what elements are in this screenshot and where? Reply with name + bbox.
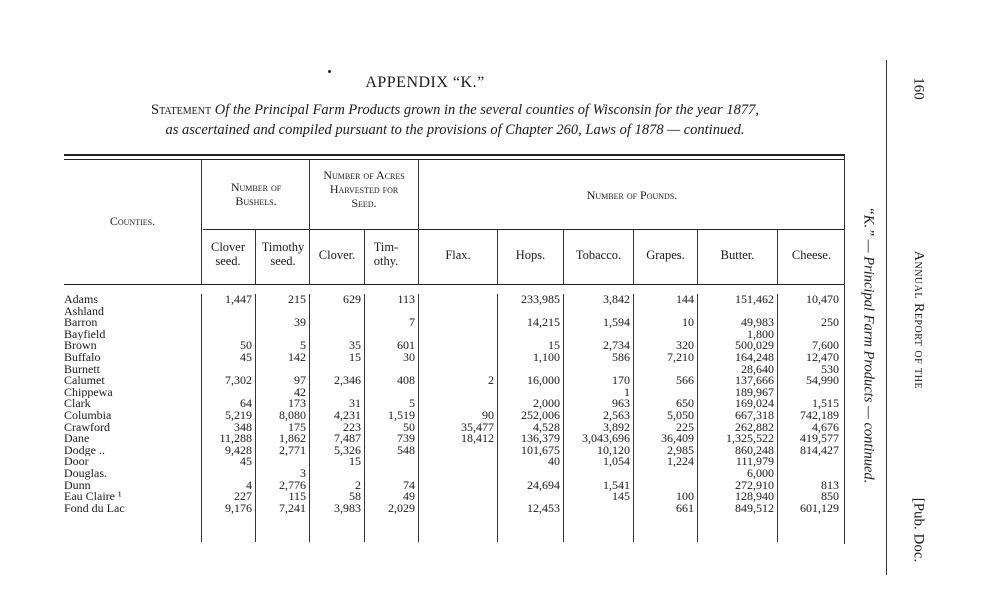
cell-c3 bbox=[309, 306, 364, 318]
cell-c2: 42 bbox=[294, 386, 306, 399]
county-name: Door bbox=[64, 456, 89, 468]
cell-c4 bbox=[364, 364, 418, 376]
table-row bbox=[64, 503, 842, 515]
side-rule bbox=[886, 60, 887, 575]
cell-c7 bbox=[563, 364, 633, 376]
pounds-group-header: Number of Pounds. bbox=[586, 188, 678, 202]
cell-c9: 189,967 bbox=[735, 386, 774, 399]
clover-seed-header: Clover seed. bbox=[210, 240, 246, 268]
header-bottom-rule bbox=[64, 284, 844, 285]
grapes-header: Grapes. bbox=[646, 248, 685, 262]
cell-c4: 1,519 bbox=[388, 409, 415, 422]
county-name: Burnett bbox=[64, 363, 100, 376]
page-number: 160 bbox=[910, 77, 927, 100]
cell-c1: 4 bbox=[246, 479, 252, 492]
county-name: Douglas. bbox=[64, 467, 107, 480]
table-row bbox=[64, 375, 842, 387]
cell-c3: 4,231 bbox=[334, 409, 361, 422]
cell-c8: 36,409 bbox=[661, 433, 694, 445]
cell-c5 bbox=[418, 387, 497, 399]
table-row bbox=[64, 294, 842, 306]
cell-c7: 1,541 bbox=[603, 479, 630, 492]
cell-c9: 164,248 bbox=[735, 351, 774, 364]
cell-c7 bbox=[563, 329, 633, 341]
cell-c5 bbox=[418, 503, 497, 515]
cell-c9: 151,462 bbox=[735, 294, 774, 306]
cell-c10: 4,676 bbox=[812, 421, 839, 434]
table-row bbox=[64, 306, 842, 318]
cell-c9: 169,024 bbox=[735, 398, 774, 410]
header-divider bbox=[418, 160, 419, 284]
table-row bbox=[64, 352, 842, 364]
cell-c3: 58 bbox=[349, 491, 361, 503]
cell-c4: 739 bbox=[397, 433, 415, 445]
cell-c10: 742,189 bbox=[800, 409, 839, 422]
tobacco-header: Tobacco. bbox=[575, 248, 622, 262]
cell-c5: 2 bbox=[488, 375, 494, 387]
cell-c3: 31 bbox=[349, 398, 361, 410]
acres-group-header: Number of Acres Harvested for Seed. bbox=[323, 168, 405, 210]
cell-c4 bbox=[364, 456, 418, 468]
cell-c8 bbox=[633, 468, 697, 480]
cell-c6: 136,379 bbox=[521, 433, 560, 445]
cell-c8: 661 bbox=[676, 502, 694, 515]
cell-c1: 1,447 bbox=[225, 294, 252, 306]
table-row bbox=[64, 317, 842, 329]
header-divider bbox=[777, 229, 778, 284]
cell-c7: 1,594 bbox=[603, 317, 630, 329]
cell-c5 bbox=[418, 306, 497, 318]
header-divider bbox=[309, 160, 310, 284]
cell-c4: 49 bbox=[403, 491, 415, 503]
cell-c8: 566 bbox=[676, 375, 694, 387]
county-name: Brown bbox=[64, 340, 97, 352]
counties-header: Counties. bbox=[109, 214, 156, 228]
county-name: Calumet bbox=[64, 375, 105, 387]
county-name: Fond du Lac bbox=[64, 502, 125, 515]
cell-c5 bbox=[418, 364, 497, 376]
cell-c1: 7,302 bbox=[225, 375, 252, 387]
cell-c8: 320 bbox=[676, 340, 694, 352]
bushels-group-header: Number of Bushels. bbox=[230, 180, 282, 208]
appendix-title: APPENDIX “K.” bbox=[365, 74, 485, 91]
cell-c2: 3 bbox=[300, 467, 306, 480]
cell-c2: 2,776 bbox=[279, 479, 306, 492]
cell-c6 bbox=[497, 387, 563, 399]
county-name: Dunn bbox=[64, 479, 91, 492]
cell-c5 bbox=[418, 294, 497, 306]
cell-c8 bbox=[633, 306, 697, 318]
table-row bbox=[64, 480, 842, 492]
cell-c5: 18,412 bbox=[461, 433, 494, 445]
county-name: Adams bbox=[64, 294, 98, 306]
header-divider bbox=[497, 229, 498, 284]
statement-text-2: as ascertained and compiled pursuant to the provisions of Chapter 260, Laws of 1878 — continued. bbox=[165, 122, 745, 138]
cell-c5 bbox=[418, 352, 497, 364]
cell-c9: 49,983 bbox=[741, 317, 774, 329]
cell-c1: 9,176 bbox=[225, 502, 252, 515]
cell-c8 bbox=[633, 329, 697, 341]
cell-c2: 97 bbox=[294, 375, 306, 387]
cell-c10 bbox=[777, 456, 842, 468]
cell-c3: 7,487 bbox=[334, 433, 361, 445]
header-divider bbox=[633, 229, 634, 284]
header-divider bbox=[563, 229, 564, 284]
cell-c2: 173 bbox=[288, 398, 306, 410]
cell-c5 bbox=[418, 480, 497, 492]
cell-c1 bbox=[201, 387, 255, 399]
cell-c4: 74 bbox=[403, 479, 415, 492]
cell-c1 bbox=[201, 468, 255, 480]
table-row bbox=[64, 422, 842, 434]
table-row bbox=[64, 456, 842, 468]
cell-c3: 223 bbox=[343, 421, 361, 434]
cell-c7 bbox=[563, 468, 633, 480]
cell-c9 bbox=[697, 306, 777, 318]
cell-c3 bbox=[309, 317, 364, 329]
butter-header: Butter. bbox=[720, 248, 755, 262]
cell-c5 bbox=[418, 340, 497, 352]
cell-c3 bbox=[309, 364, 364, 376]
cell-c10: 12,470 bbox=[806, 351, 839, 364]
cell-c10: 7,600 bbox=[812, 340, 839, 352]
cell-c1: 50 bbox=[240, 340, 252, 352]
cell-c4 bbox=[364, 329, 418, 341]
cell-c3 bbox=[309, 329, 364, 341]
cell-c4: 30 bbox=[403, 351, 415, 364]
cell-c8: 650 bbox=[676, 398, 694, 410]
side-running-title bbox=[855, 135, 881, 555]
cell-c9: 849,512 bbox=[735, 502, 774, 515]
county-name: Dane bbox=[64, 433, 90, 445]
cell-c1: 45 bbox=[240, 351, 252, 364]
table-row bbox=[64, 387, 842, 399]
cell-c4: 601 bbox=[397, 340, 415, 352]
cell-c10: 813 bbox=[821, 479, 839, 492]
header-divider bbox=[201, 160, 202, 284]
cell-c8: 2,985 bbox=[667, 444, 694, 457]
cell-c6: 15 bbox=[548, 340, 560, 352]
cell-c8: 10 bbox=[682, 317, 694, 329]
cell-c6 bbox=[497, 364, 563, 376]
cell-c9: 262,882 bbox=[735, 421, 774, 434]
cell-c1: 348 bbox=[234, 421, 252, 434]
cell-c8 bbox=[633, 480, 697, 492]
cell-c2: 175 bbox=[288, 421, 306, 434]
cell-c10: 814,427 bbox=[800, 444, 839, 457]
statement-caption bbox=[60, 100, 850, 140]
county-name: Columbia bbox=[64, 409, 112, 422]
table-row bbox=[64, 410, 842, 422]
statement-line-2 bbox=[60, 120, 850, 140]
cell-c3: 15 bbox=[349, 456, 361, 468]
cell-c7: 3,892 bbox=[603, 421, 630, 434]
county-name: Dodge .. bbox=[64, 444, 105, 457]
cell-c1: 11,288 bbox=[219, 433, 252, 445]
hops-header: Hops. bbox=[515, 248, 546, 262]
county-name: Bayfield bbox=[64, 328, 106, 341]
pub-doc-label: [Pub. Doc. bbox=[910, 497, 927, 563]
cell-c2: 2,771 bbox=[279, 444, 306, 457]
cell-c5 bbox=[418, 317, 497, 329]
cell-c3: 2 bbox=[355, 479, 361, 492]
table-top-rule-thin bbox=[64, 159, 844, 160]
timothy-header: Tim-othy. bbox=[373, 240, 399, 268]
cell-c5 bbox=[418, 398, 497, 410]
header-divider bbox=[255, 229, 256, 284]
statement-line-1 bbox=[60, 100, 850, 120]
cell-c1: 5,219 bbox=[225, 409, 252, 422]
cell-c9: 6,000 bbox=[747, 467, 774, 480]
cell-c10: 419,577 bbox=[800, 433, 839, 445]
cell-c10 bbox=[777, 387, 842, 399]
cell-c1: 9,428 bbox=[225, 444, 252, 457]
cell-c7: 3,842 bbox=[603, 294, 630, 306]
cell-c8 bbox=[633, 387, 697, 399]
clover-header: Clover. bbox=[318, 248, 356, 262]
cell-c7: 170 bbox=[612, 375, 630, 387]
cell-c4: 5 bbox=[409, 398, 415, 410]
cell-c5 bbox=[418, 468, 497, 480]
cell-c2 bbox=[255, 456, 309, 468]
cell-c9: 111,979 bbox=[735, 456, 774, 468]
cell-c7: 586 bbox=[612, 351, 630, 364]
cell-c7: 10,120 bbox=[597, 444, 630, 457]
cell-c6: 40 bbox=[548, 456, 560, 468]
cell-c2: 115 bbox=[288, 491, 306, 503]
cell-c9: 272,910 bbox=[735, 479, 774, 492]
cheese-header: Cheese. bbox=[791, 248, 832, 262]
cell-c6 bbox=[497, 468, 563, 480]
cell-c5 bbox=[418, 329, 497, 341]
cell-c2 bbox=[255, 364, 309, 376]
cell-c9: 667,318 bbox=[735, 409, 774, 422]
table-row bbox=[64, 340, 842, 352]
cell-c1: 64 bbox=[240, 398, 252, 410]
cell-c6: 252,006 bbox=[521, 409, 560, 422]
cell-c1 bbox=[201, 329, 255, 341]
table-row bbox=[64, 433, 842, 445]
cell-c5 bbox=[418, 491, 497, 503]
side-running-text: “K.” — Principal Farm Products — continued. bbox=[860, 206, 877, 484]
cell-c4: 7 bbox=[409, 317, 415, 329]
cell-c6: 12,453 bbox=[527, 502, 560, 515]
cell-c10: 530 bbox=[821, 363, 839, 376]
running-head: Annual Report of the bbox=[911, 250, 926, 390]
cell-c8: 225 bbox=[676, 421, 694, 434]
cell-c7: 2,563 bbox=[603, 409, 630, 422]
cell-c7: 3,043,696 bbox=[582, 433, 630, 445]
cell-c6 bbox=[497, 329, 563, 341]
cell-c9: 128,940 bbox=[735, 491, 774, 503]
cell-c7: 963 bbox=[612, 398, 630, 410]
table-row bbox=[64, 398, 842, 410]
cell-c7 bbox=[563, 306, 633, 318]
cell-c3: 629 bbox=[343, 294, 361, 306]
cell-c9: 500,029 bbox=[735, 340, 774, 352]
cell-c8: 1,224 bbox=[667, 456, 694, 468]
cell-c4: 548 bbox=[397, 444, 415, 457]
timothy-seed-header: Timothy seed. bbox=[261, 240, 305, 268]
table-row bbox=[64, 329, 842, 341]
table-row bbox=[64, 364, 842, 376]
cell-c8 bbox=[633, 364, 697, 376]
cell-c10: 250 bbox=[821, 317, 839, 329]
cell-c10 bbox=[777, 468, 842, 480]
cell-c2: 1,862 bbox=[279, 433, 306, 445]
cell-c5 bbox=[418, 456, 497, 468]
county-name: Barron bbox=[64, 317, 98, 329]
cell-c3: 15 bbox=[349, 351, 361, 364]
cell-c2: 7,241 bbox=[279, 502, 306, 515]
cell-c7: 2,734 bbox=[603, 340, 630, 352]
cell-c6 bbox=[497, 491, 563, 503]
cell-c9: 137,666 bbox=[735, 375, 774, 387]
cell-c4 bbox=[364, 306, 418, 318]
county-name: Ashland bbox=[64, 305, 104, 318]
cell-c3: 2,346 bbox=[334, 375, 361, 387]
table-row bbox=[64, 491, 842, 503]
cell-c7: 1,054 bbox=[603, 456, 630, 468]
cell-c7: 1 bbox=[624, 386, 630, 399]
cell-c1: 45 bbox=[240, 456, 252, 468]
cell-c5: 90 bbox=[482, 409, 494, 422]
cell-c10: 10,470 bbox=[806, 294, 839, 306]
cell-c6: 14,215 bbox=[527, 317, 560, 329]
table-top-rule-thick bbox=[64, 154, 844, 156]
cell-c2 bbox=[255, 306, 309, 318]
table-row bbox=[64, 445, 842, 457]
cell-c4: 113 bbox=[397, 294, 415, 306]
cell-c8: 7,210 bbox=[667, 351, 694, 364]
cell-c3: 5,326 bbox=[334, 444, 361, 457]
cell-c6: 101,675 bbox=[521, 444, 560, 457]
cell-c6: 1,100 bbox=[533, 351, 560, 364]
header-divider bbox=[364, 229, 365, 284]
cell-c9: 860,248 bbox=[735, 444, 774, 457]
county-name: Eau Claire ¹ bbox=[64, 491, 122, 503]
cell-c1 bbox=[201, 364, 255, 376]
cell-c3 bbox=[309, 468, 364, 480]
cell-c4 bbox=[364, 387, 418, 399]
cell-c2: 8,080 bbox=[279, 409, 306, 422]
county-name: Clark bbox=[64, 398, 91, 410]
cell-c1 bbox=[201, 306, 255, 318]
cell-c10: 1,515 bbox=[812, 398, 839, 410]
cell-c10: 54,990 bbox=[806, 375, 839, 387]
cell-c9: 1,325,522 bbox=[726, 433, 774, 445]
group-subheader-rule bbox=[203, 229, 844, 230]
county-name: Chippewa bbox=[64, 386, 113, 399]
cell-c3: 35 bbox=[349, 340, 361, 352]
cell-c10: 850 bbox=[821, 491, 839, 503]
header-divider bbox=[697, 229, 698, 284]
statement-text-1: Of the Principal Farm Products grown in the several counties of Wisconsin for the year 1877, bbox=[214, 102, 759, 118]
flax-header: Flax. bbox=[445, 248, 471, 262]
cell-c6: 4,528 bbox=[533, 421, 560, 434]
cell-c4: 50 bbox=[403, 421, 415, 434]
cell-c2: 142 bbox=[288, 351, 306, 364]
cell-c1: 227 bbox=[234, 491, 252, 503]
cell-c4: 2,029 bbox=[388, 502, 415, 515]
cell-c9: 1,800 bbox=[747, 328, 774, 341]
cell-c5 bbox=[418, 445, 497, 457]
cell-c10 bbox=[777, 306, 842, 318]
page-margin-heading bbox=[905, 60, 931, 563]
cell-c8: 144 bbox=[676, 294, 694, 306]
cell-c2 bbox=[255, 329, 309, 341]
cell-c6: 24,694 bbox=[527, 479, 560, 492]
cell-c7 bbox=[563, 503, 633, 515]
cell-c5: 35,477 bbox=[461, 421, 494, 434]
cell-c10 bbox=[777, 329, 842, 341]
cell-c9: 28,640 bbox=[741, 363, 774, 376]
cell-c2: 39 bbox=[294, 317, 306, 329]
cell-c4 bbox=[364, 468, 418, 480]
cell-c2: 215 bbox=[288, 294, 306, 306]
cell-c10: 601,129 bbox=[800, 502, 839, 515]
statement-lead: Statement bbox=[151, 102, 212, 118]
cell-c6 bbox=[497, 306, 563, 318]
table-row bbox=[64, 468, 842, 480]
cell-c6: 16,000 bbox=[527, 375, 560, 387]
cell-c6: 2,000 bbox=[533, 398, 560, 410]
cell-c8: 100 bbox=[676, 491, 694, 503]
county-name: Crawford bbox=[64, 421, 110, 434]
cell-c2: 5 bbox=[300, 340, 306, 352]
cell-c7: 145 bbox=[612, 491, 630, 503]
cell-c1 bbox=[201, 317, 255, 329]
cell-c4: 408 bbox=[397, 375, 415, 387]
table-right-border bbox=[844, 154, 845, 544]
cell-c3 bbox=[309, 387, 364, 399]
farm-products-table bbox=[64, 294, 842, 514]
county-name: Buffalo bbox=[64, 351, 101, 364]
cell-c3: 3,983 bbox=[334, 502, 361, 515]
cell-c8: 5,050 bbox=[667, 409, 694, 422]
cell-c6: 233,985 bbox=[521, 294, 560, 306]
stray-dot bbox=[328, 70, 331, 73]
